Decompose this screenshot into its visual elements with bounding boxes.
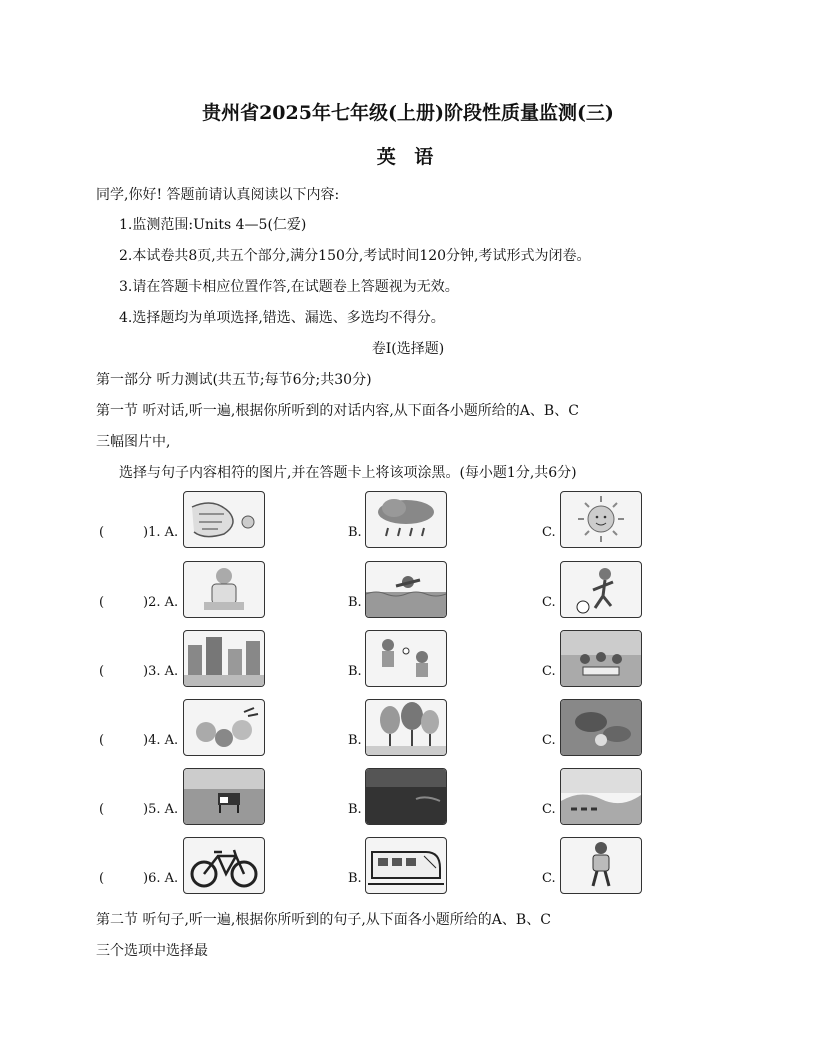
rain-cloud-icon[interactable]: [365, 491, 447, 548]
spring-flowers-icon[interactable]: [183, 699, 265, 756]
instruction-3: 3.请在答题卡相应位置作答,在试题卷上答题视为无效。: [119, 279, 459, 295]
question-number: )2. A.: [143, 595, 179, 610]
section2-line2: 三个选项中选择最: [96, 943, 208, 959]
option-b-label: B.: [348, 595, 362, 610]
answer-paren[interactable]: (: [99, 733, 105, 748]
option-b-label: B.: [348, 802, 362, 817]
question-number: )5. A.: [143, 802, 179, 817]
instruction-4: 4.选择题均为单项选择,错选、漏选、多选均不得分。: [119, 310, 445, 326]
section1-line3: 选择与句子内容相符的图片,并在答题卡上将该项涂黑。(每小题1分,共6分): [119, 465, 577, 481]
option-b-label: B.: [348, 664, 362, 679]
option-b-label: B.: [348, 733, 362, 748]
option-c-label: C.: [542, 595, 556, 610]
section2-line1: 第二节 听句子,听一遍,根据你所听到的句子,从下面各小题所给的A、B、C: [96, 912, 551, 928]
question-row-4: [0, 699, 816, 759]
city-street-icon[interactable]: [183, 630, 265, 687]
answer-paren[interactable]: (: [99, 595, 105, 610]
answer-paren[interactable]: (: [99, 871, 105, 886]
answer-paren[interactable]: (: [99, 802, 105, 817]
bicycle-icon[interactable]: [183, 837, 265, 894]
answer-paren[interactable]: (: [99, 525, 105, 540]
question-number: )6. A.: [143, 871, 179, 886]
desert-camel-icon[interactable]: [560, 768, 642, 825]
volume-heading: 卷Ⅰ(选择题): [371, 341, 445, 357]
picnic-icon[interactable]: [560, 630, 642, 687]
sun-icon[interactable]: [560, 491, 642, 548]
option-c-label: C.: [542, 733, 556, 748]
question-row-2: [0, 561, 816, 621]
swimming-icon[interactable]: [365, 561, 447, 618]
question-number: )4. A.: [143, 733, 179, 748]
greeting: 同学,你好! 答题前请认真阅读以下内容:: [96, 187, 340, 203]
soccer-player-icon[interactable]: [560, 561, 642, 618]
subject-title: 英 语: [376, 146, 440, 168]
option-c-label: C.: [542, 871, 556, 886]
train-icon[interactable]: [365, 837, 447, 894]
section1-line2: 三幅图片中,: [96, 434, 171, 450]
grassland-cow-icon[interactable]: [183, 768, 265, 825]
answer-paren[interactable]: (: [99, 664, 105, 679]
autumn-trees-icon[interactable]: [365, 699, 447, 756]
snowball-kids-icon[interactable]: [365, 630, 447, 687]
option-c-label: C.: [542, 802, 556, 817]
section1-line1: 第一节 听对话,听一遍,根据你所听到的对话内容,从下面各小题所给的A、B、C: [96, 403, 579, 419]
option-c-label: C.: [542, 525, 556, 540]
question-number: )3. A.: [143, 664, 179, 679]
question-row-5: [0, 768, 816, 828]
question-row-1: [0, 491, 816, 551]
instruction-1: 1.监测范围:Units 4—5(仁爱): [119, 217, 307, 233]
option-b-label: B.: [348, 525, 362, 540]
option-c-label: C.: [542, 664, 556, 679]
option-b-label: B.: [348, 871, 362, 886]
student-writing-icon[interactable]: [183, 561, 265, 618]
question-row-3: [0, 630, 816, 690]
instruction-2: 2.本试卷共8页,共五个部分,满分150分,考试时间120分钟,考试形式为闭卷。: [119, 248, 591, 264]
question-row-6: [0, 837, 816, 897]
wind-icon[interactable]: [183, 491, 265, 548]
part1-heading: 第一部分 听力测试(共五节;每节6分;共30分): [96, 372, 372, 388]
page-title: 贵州省2025年七年级(上册)阶段性质量监测(三): [202, 102, 614, 124]
lake-icon[interactable]: [365, 768, 447, 825]
question-number: )1. A.: [143, 525, 179, 540]
summer-lotus-icon[interactable]: [560, 699, 642, 756]
walking-girl-icon[interactable]: [560, 837, 642, 894]
